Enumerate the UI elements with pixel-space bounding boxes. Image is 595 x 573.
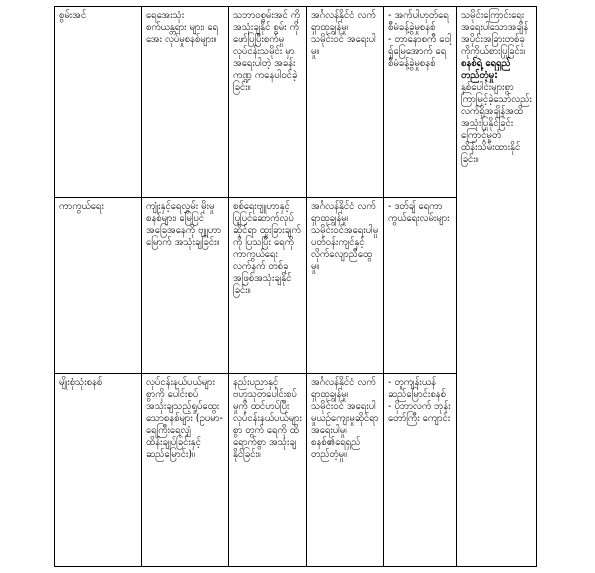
cell-text: စစ်ရေးဗျူဟာနှင့် ပြုပြင်ဆောက်လုပ်ဆိုင်ရာ ထူးခြားချက်ကို ပြသပြီး ရေကိုကာကွယ်ရေးလက်နက် တစ်ခုအဖြစ်အသုံးချနိုင်ခြင်း။ <box>233 201 301 296</box>
table-cell <box>142 199 228 372</box>
example-item: - တာနောစကီ ဝေါ့ရှ်မြေအောက် ရေစီမံခန့်ခွဲမှုစနစ် <box>388 34 452 69</box>
cell-text: ကျုံးနှင့်ရေလွှမ်း မိုးမှုစနစ်များ၊ မြေပြင်အခြေအနေကို ဗျူဟာမြောက် အသုံးချခြင်း။ <box>146 201 221 248</box>
side-paragraph: နှစ်ပေါင်းများစွာကြာမြင့်ခဲ့သော်လည်း လက်ရှိအချိန်အထိအသုံးပြုနိုင်ခြင်းကြောင့်မှုတ်ထိန်းသိမ်းထားနိုင်ခြင်း။ <box>461 82 532 165</box>
examples-cell <box>384 8 456 196</box>
row-label <box>55 375 141 565</box>
cell-text: ရေအေးသုံး စက်ယန္တရား များ၊ ရေအေး လုပ်မှုစနစ်များ။ <box>146 10 218 45</box>
side-notes <box>457 8 536 565</box>
cell-text: အင်္ဂလန်နိုင်ငံ လက်ရှာထုချွန်မှု၊ သမိုင်းဝင် အရေးပါမှု။ <box>311 10 376 57</box>
cell-text: သဘာဝစွမ်းအင် ကိုအသုံးချနိုင် စွမ်း ကို ဖော်ပြပြီးစက်မှုလုပ်ငန်းသမိုင်း မှာအရေးပါတဲ့ အခန်းကဏ္ဍ ကနေပါဝင်ခဲ့ခြင်း။ <box>233 10 301 93</box>
table-cell <box>229 199 306 372</box>
cell-text: အင်္ဂလန်နိုင်ငံ လက်ရှာထုချွန်မှု၊ သမိုင်းဝင် အရေးပါမှုယဉ်ကျေးမှုဆိုင်ရာ အရေးပါမှု၊ စနစ်၏ရေရှည် တည်တံ့မှု။ <box>311 377 379 460</box>
table-border <box>536 6 537 567</box>
table-cell <box>142 8 228 196</box>
row-label-text: စွမ်းအင် <box>59 10 87 21</box>
example-item: - ပိုဘာလက် ဘုန်းတော်ကြီး ကျောင်း <box>388 401 451 424</box>
table-cell <box>307 8 383 196</box>
example-item: - ဒတ်ချ် ရေကာကွယ်ရေးလမ်းများ <box>388 201 450 224</box>
side-heading: စနစ်ရဲ့ ရေရှည်တည်တံ့မှု: <box>461 58 511 81</box>
table-border <box>54 6 537 7</box>
row-label-text: ကာကွယ်ရေး <box>59 201 104 212</box>
table-cell <box>307 199 383 372</box>
row-label-text: မျိုးစုံသုံးစနစ် <box>59 377 103 388</box>
table-border <box>54 566 537 567</box>
table-cell <box>307 375 383 565</box>
side-paragraph: သမိုင်းကြောင်းရေးအရေးပါသောအချိန်အပိုင်းအခြားတစ်ခုကိုကိုယ်စားပြုခြင်း။ <box>461 10 529 57</box>
examples-cell <box>384 375 456 565</box>
table-cell <box>142 375 228 565</box>
row-label <box>55 8 141 196</box>
example-item: - အက်ပါဟုတ်ရေစီမံခန့်ခွဲမှုစနစ် <box>388 10 449 33</box>
examples-cell <box>384 199 456 372</box>
table-cell <box>229 8 306 196</box>
cell-text: နည်းပညာနှင့်ဗဟုသုတပေါင်းစပ်မှုကို ထင်ဟပ်ပြီး လုပ်ငန်းနယ်ပယ်များစွာ တွက် ရေကို ထိရောက်စွာ အသုံးချနိုင်ခြင်း။ <box>233 377 302 460</box>
cell-text: အင်္ဂလန်နိုင်ငံ လက်ရှာထုချွန်မှု၊ သမိုင်းဝင်အရေးပါမှုပတ်ဝန်းကျင်နှင့်လိုက်လျောညီထွေမှု။ <box>311 201 379 272</box>
table-border <box>54 373 457 374</box>
table-border <box>54 197 457 198</box>
row-label <box>55 199 141 372</box>
cell-text: လုပ်ငန်းနယ်ပယ်များစွာကို ပေါင်းစပ်အသုံးချသည့်ရှုပ်ထွေးသောစနစ်များ (ဥပမာ- ရေကြီးရေလျှံ ထိန်းချုပ်ခြင်းနှင့်ဆည်မြောင်း)။ <box>146 377 223 460</box>
example-item: - တူကျန်းယန် ဆည်မြောင်းစနစ် <box>388 377 446 400</box>
table-cell <box>229 375 306 565</box>
